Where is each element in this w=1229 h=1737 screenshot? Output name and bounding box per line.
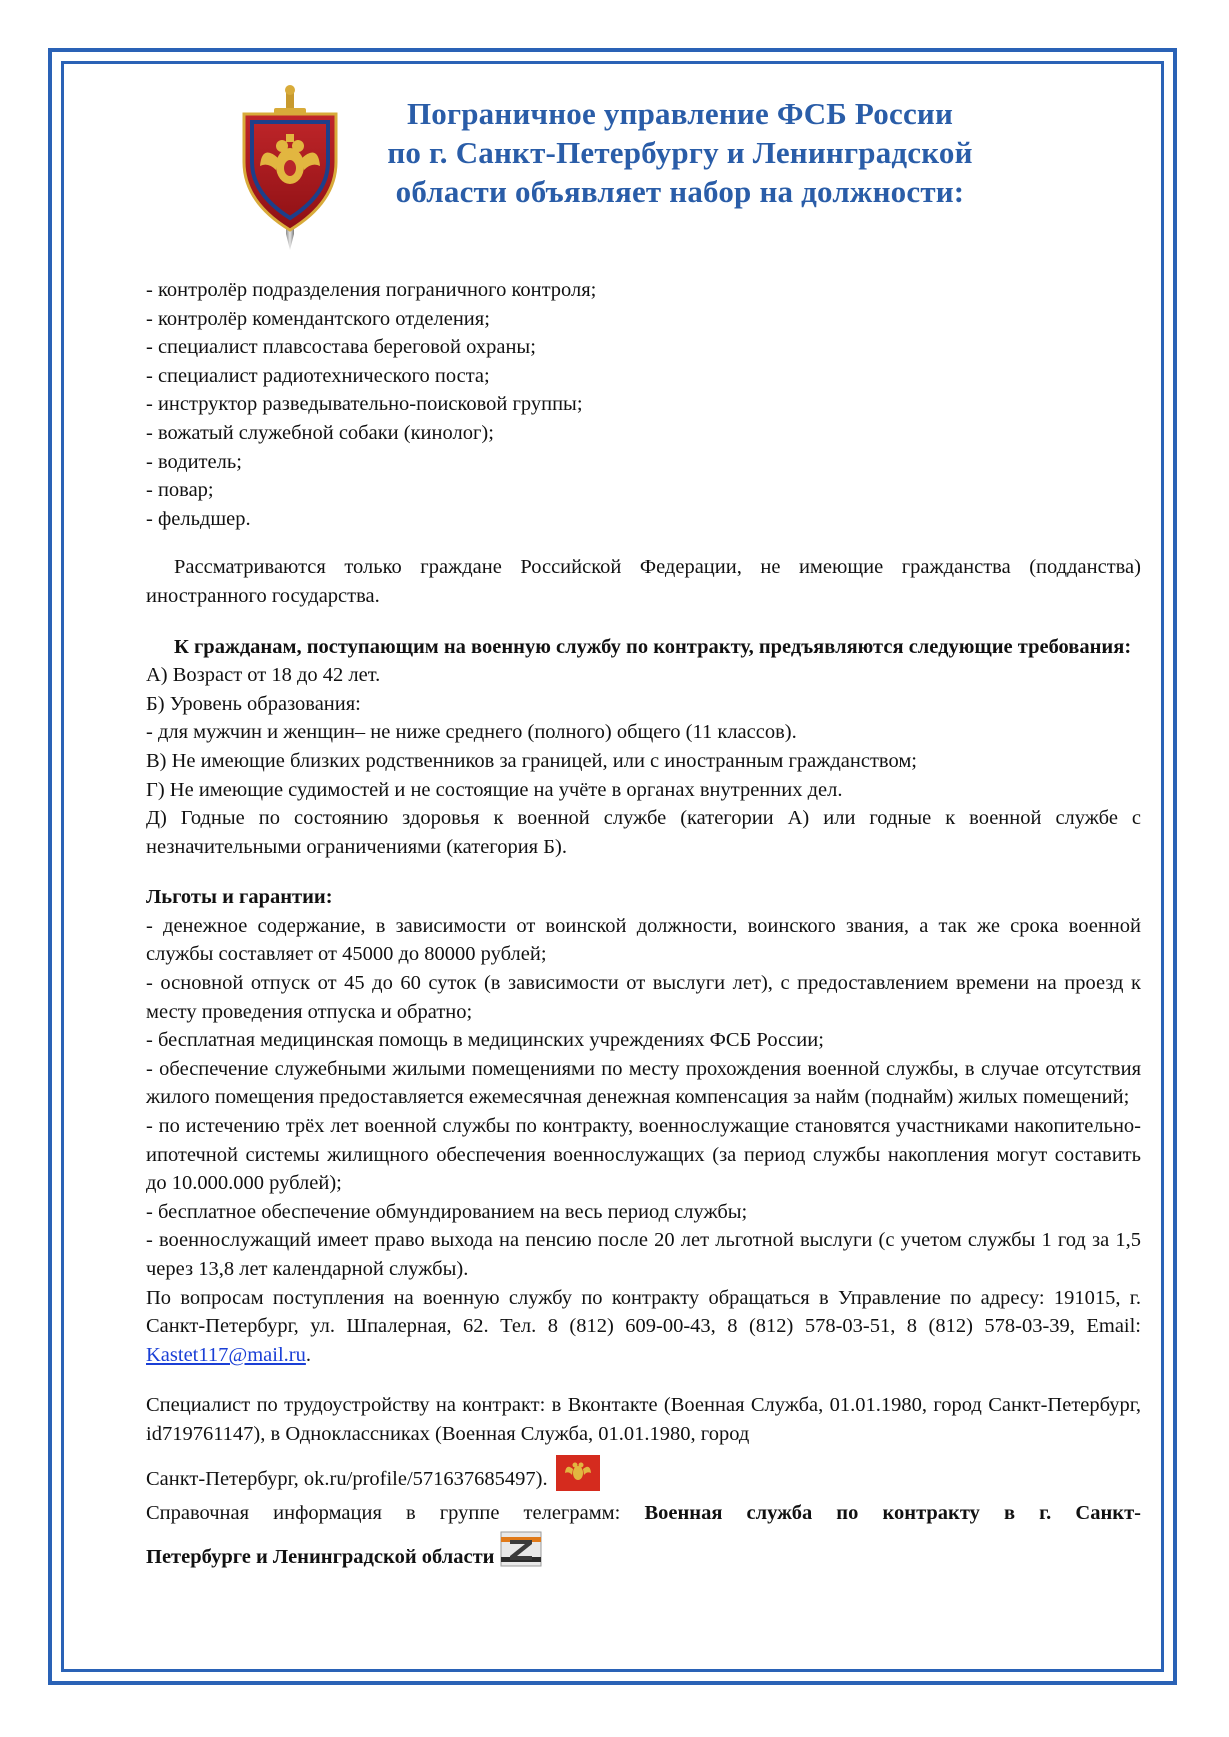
title-line-1: Пограничное управление ФСБ России <box>406 96 954 131</box>
telegram-prefix: Справочная информация в группе телеграмм: <box>146 1501 645 1524</box>
list-item: В) Не имеющие близких родственников за границей, или с иностранным гражданством; <box>146 749 918 772</box>
list-item: - военнослужащий имеет право выхода на пенсию после 20 лет льготной выслуги (с учетом службы 1 год за 1,5 через 13,8 лет календарной службы). <box>146 1229 1141 1280</box>
list-item: - повар; <box>146 479 214 502</box>
document-body <box>146 276 1141 1577</box>
list-item: - бесплатное обеспечение обмундированием на весь период службы; <box>146 1200 748 1223</box>
list-item: - основной отпуск от 45 до 60 суток (в зависимости от выслуги лет), с предоставлением времени на проезд к месту проведения отпуска и обратно; <box>146 972 1141 1023</box>
red-flag-icon <box>556 1455 600 1491</box>
specialist-last-line <box>146 1455 1141 1499</box>
list-item: - специалист плавсостава береговой охраны; <box>146 336 536 359</box>
contact-paragraph <box>146 1284 1141 1370</box>
requirements-list <box>146 661 1141 861</box>
list-item: - денежное содержание, в зависимости от воинской должности, воинского звания, а так же срока военной службы составляет от 45000 до 80000 рублей; <box>146 914 1141 966</box>
email-link[interactable]: Kastet117@mail.ru <box>146 1343 306 1366</box>
list-item: - вожатый служебной собаки (кинолог); <box>146 421 494 444</box>
list-item: - обеспечение служебными жилыми помещениями по месту прохождения военной службы, в случае отсутствия жилого помещения предоставляется ежемесячная денежная компенсация за найм (поднайм) жилых помещений; <box>146 1057 1141 1109</box>
benefits-heading: Льготы и гарантии: <box>146 886 333 909</box>
positions-list <box>146 276 1141 533</box>
list-item: - инструктор разведывательно-поисковой группы; <box>146 393 583 416</box>
list-item: - контролёр комендантского отделения; <box>146 307 490 330</box>
list-item: - водитель; <box>146 450 242 473</box>
telegram-line-2 <box>146 1531 1141 1577</box>
contact-suffix: . <box>305 1343 312 1366</box>
specialist-text-last: Санкт-Петербург, ok.ru/profile/571637685497). <box>146 1467 548 1490</box>
list-item: Б) Уровень образования: <box>146 692 361 715</box>
benefits-list <box>146 912 1141 1284</box>
specialist-paragraph: Специалист по трудоустройству на контракт: в Вконтакте (Военная Служба, 01.01.1980, город Санкт-Петербург, id719761147), в Одноклассниках (Военная Служба, 01.01.1980, город <box>146 1394 1141 1445</box>
contact-text: По вопросам поступления на военную службу по контракту обращаться в Управление по адресу: 191015, г. Санкт-Петербург, ул. Шпалерная, 62. Тел. 8 (812) 609-00-43, 8 (812) 578-03-51, 8 (812) 578-03-39, Email: <box>146 1286 1141 1338</box>
fsb-emblem-icon <box>238 84 342 252</box>
list-item: - бесплатная медицинская помощь в медицинских учреждениях ФСБ России; <box>146 1029 824 1052</box>
telegram-group-name-2[interactable]: Петербурге и Ленинградской области <box>146 1546 495 1569</box>
list-item: - для мужчин и женщин– не ниже среднего (полного) общего (11 классов). <box>146 721 797 744</box>
list-item: - контролёр подразделения пограничного контроля; <box>146 279 597 301</box>
list-item: - фельдшер. <box>146 507 251 530</box>
list-item: Г) Не имеющие судимостей и не состоящие на учёте в органах внутренних дел. <box>146 778 843 801</box>
z-ribbon-icon <box>500 1531 542 1567</box>
page-title <box>360 94 1000 211</box>
citizenship-note: Рассматриваются только граждане Российской Федерации, не имеющие гражданства (подданства) иностранного государства. <box>146 556 1141 607</box>
telegram-line-1 <box>146 1499 1141 1528</box>
telegram-group-name-1[interactable]: Военная служба по контракту в г. Санкт- <box>644 1501 1141 1524</box>
title-line-3: области объявляет набор на должности: <box>395 174 965 209</box>
list-item: - по истечению трёх лет военной службы по контракту, военнослужащие становятся участниками накопительно-ипотечной системы жилищного обеспечения военнослужащих (за период службы накопления могут составить до 10.000.000 рублей); <box>146 1115 1141 1195</box>
list-item: - специалист радиотехнического поста; <box>146 364 490 387</box>
requirements-heading: К гражданам, поступающим на военную службу по контракту, предъявляются следующие требования: <box>174 635 1132 658</box>
title-line-2: по г. Санкт-Петербургу и Ленинградской <box>387 135 973 170</box>
list-item: Д) Годные по состоянию здоровья к военной службе (категории А) или годные к военной службе с незначительными ограничениями (категория Б). <box>146 807 1141 858</box>
list-item: А) Возраст от 18 до 42 лет. <box>146 664 381 687</box>
